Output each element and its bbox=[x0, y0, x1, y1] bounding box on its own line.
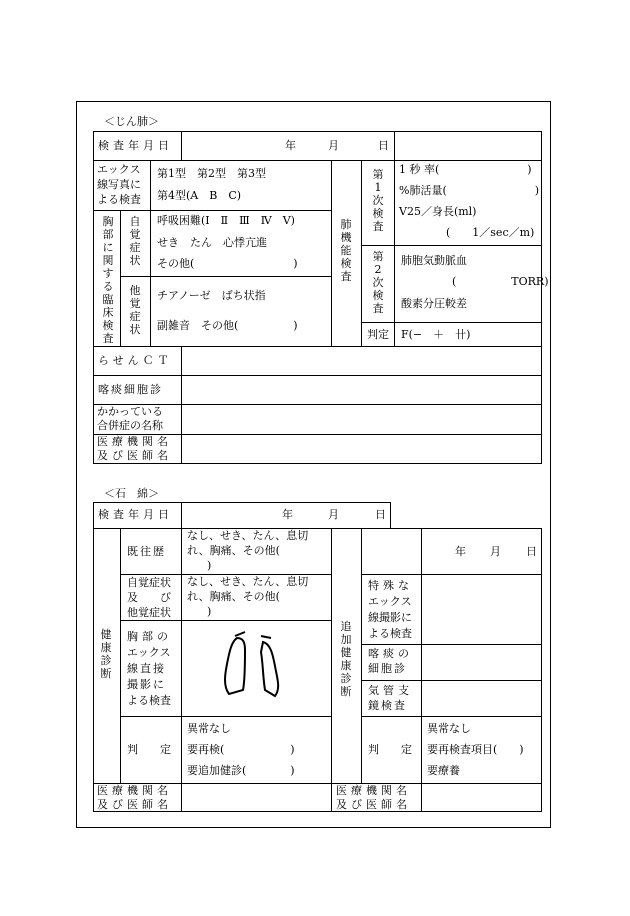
jinpai-date-day: 日 bbox=[378, 139, 389, 152]
chest-xray-2: エックス bbox=[127, 646, 171, 659]
asbestos-sputum-2: 細胞診 bbox=[368, 662, 407, 675]
special-xray-4: よる検査 bbox=[368, 627, 412, 640]
subjective-1: 呼吸困難(Ⅰ Ⅱ Ⅲ Ⅳ Ⅴ) bbox=[157, 214, 295, 227]
add-judge-3: 要療養 bbox=[427, 764, 460, 777]
xray-label-2: 線写真に bbox=[97, 178, 141, 191]
first-3: V25／身長(ml) bbox=[399, 205, 477, 218]
objective-2: 副雑音 その他( ) bbox=[157, 319, 298, 332]
asbestos-date-label: 検査年月日 bbox=[98, 508, 173, 521]
chest-clinical-label: 胸部に関する臨床検査 bbox=[102, 215, 114, 345]
additional-date-day: 日 bbox=[526, 545, 537, 558]
asbestos-judge-label: 判 定 bbox=[127, 743, 171, 756]
objective-1: チアノーゼ ばち状指 bbox=[157, 289, 266, 302]
symptom-1: なし、せき、たん、息切 bbox=[187, 575, 309, 588]
lung-function-label: 肺機能検査 bbox=[340, 218, 352, 283]
objective-label: 他覚症状 bbox=[129, 284, 141, 336]
special-xray-2: エックス bbox=[368, 595, 412, 608]
symptom-label-2: 及 び bbox=[127, 591, 171, 604]
asbestos-institution-b-1: 医療機関名 bbox=[336, 784, 411, 797]
add-judge-2: 要再検査項目( ) bbox=[427, 743, 524, 756]
asbestos-date-month: 月 bbox=[328, 508, 339, 521]
xray-types-1: 第1型 第2型 第3型 bbox=[157, 167, 266, 180]
special-xray-3: 線撮影に bbox=[368, 611, 412, 624]
jinpai-date-year: 年 bbox=[285, 139, 296, 152]
health-exam-label: 健康診断 bbox=[100, 628, 112, 680]
asbestos-institution-2: 及び医師名 bbox=[97, 798, 172, 811]
chest-xray-4: 撮影に bbox=[127, 678, 166, 691]
bronch-2: 鏡検査 bbox=[368, 699, 407, 712]
spiral-ct-label: らせんＣＴ bbox=[98, 354, 173, 367]
xray-label-1: エックス bbox=[97, 163, 141, 176]
history-2: れ、胸痛、その他( bbox=[187, 544, 280, 557]
xray-label-3: よる検査 bbox=[97, 193, 141, 206]
first-exam-label: 第1次検査 bbox=[372, 168, 384, 233]
first-2: %肺活量( ) bbox=[399, 184, 540, 197]
sputum-label: 喀痰細胞診 bbox=[98, 383, 163, 396]
asbestos-institution-1: 医療機関名 bbox=[97, 784, 172, 797]
chest-xray-1: 胸部の bbox=[127, 630, 172, 643]
additional-date-month: 月 bbox=[490, 545, 501, 558]
subjective-3: その他( ) bbox=[157, 257, 298, 270]
first-1: 1 秒 率( ) bbox=[399, 163, 532, 176]
subjective-label: 自覚症状 bbox=[129, 215, 141, 267]
symptom-2: れ、胸痛、その他( bbox=[187, 590, 280, 603]
jinpai-date-label: 検査年月日 bbox=[98, 139, 173, 152]
second-2: ( TORR) bbox=[452, 275, 549, 288]
jinpai-judge-value: F(− ＋ 卄) bbox=[401, 328, 471, 341]
second-exam-label: 第2次検査 bbox=[372, 250, 384, 315]
asbestos-title: ＜石 綿＞ bbox=[104, 487, 159, 500]
lung-outline-icon bbox=[215, 630, 295, 710]
jinpai-judge-label: 判定 bbox=[367, 328, 389, 341]
symptom-label-3: 他覚症状 bbox=[127, 606, 171, 619]
jinpai-institution-1: 医療機関名 bbox=[97, 435, 172, 448]
add-judge-label: 判 定 bbox=[368, 743, 412, 756]
additional-label: 追加健康診断 bbox=[340, 620, 352, 698]
special-xray-1: 特殊な bbox=[368, 579, 413, 592]
chest-xray-3: 線直接 bbox=[127, 662, 166, 675]
jinpai-institution-2: 及び医師名 bbox=[97, 449, 172, 462]
second-3: 酸素分圧較差 bbox=[401, 297, 467, 310]
subjective-2: せき たん 心悸亢進 bbox=[157, 236, 267, 249]
additional-date-year: 年 bbox=[455, 545, 466, 558]
first-4: ( 1／sec／m) bbox=[446, 226, 535, 239]
asbestos-judge-1: 異常なし bbox=[187, 722, 231, 735]
asbestos-date-year: 年 bbox=[282, 508, 293, 521]
bronch-1: 気管支 bbox=[368, 684, 413, 697]
history-3: ) bbox=[207, 559, 212, 572]
symptom-label-1: 自覚症状 bbox=[127, 576, 171, 589]
jinpai-title: ＜じん肺＞ bbox=[104, 115, 159, 128]
asbestos-date-day: 日 bbox=[375, 508, 386, 521]
symptom-3: ) bbox=[207, 605, 212, 618]
jinpai-date-month: 月 bbox=[328, 139, 339, 152]
add-judge-1: 異常なし bbox=[427, 722, 471, 735]
asbestos-sputum-1: 喀痰の bbox=[368, 647, 413, 660]
asbestos-institution-b-2: 及び医師名 bbox=[336, 798, 411, 811]
history-1: なし、せき、たん、息切 bbox=[187, 529, 309, 542]
xray-types-2: 第4型(A B C) bbox=[157, 189, 242, 202]
second-1: 肺胞気動脈血 bbox=[401, 254, 467, 267]
asbestos-judge-2: 要再検( ) bbox=[187, 743, 295, 756]
complication-1: かかっている bbox=[97, 405, 163, 418]
chest-xray-5: よる検査 bbox=[127, 694, 171, 707]
history-label: 既往歴 bbox=[127, 545, 166, 558]
complication-2: 合併症の名称 bbox=[97, 419, 163, 432]
asbestos-judge-3: 要追加健診( ) bbox=[187, 764, 295, 777]
